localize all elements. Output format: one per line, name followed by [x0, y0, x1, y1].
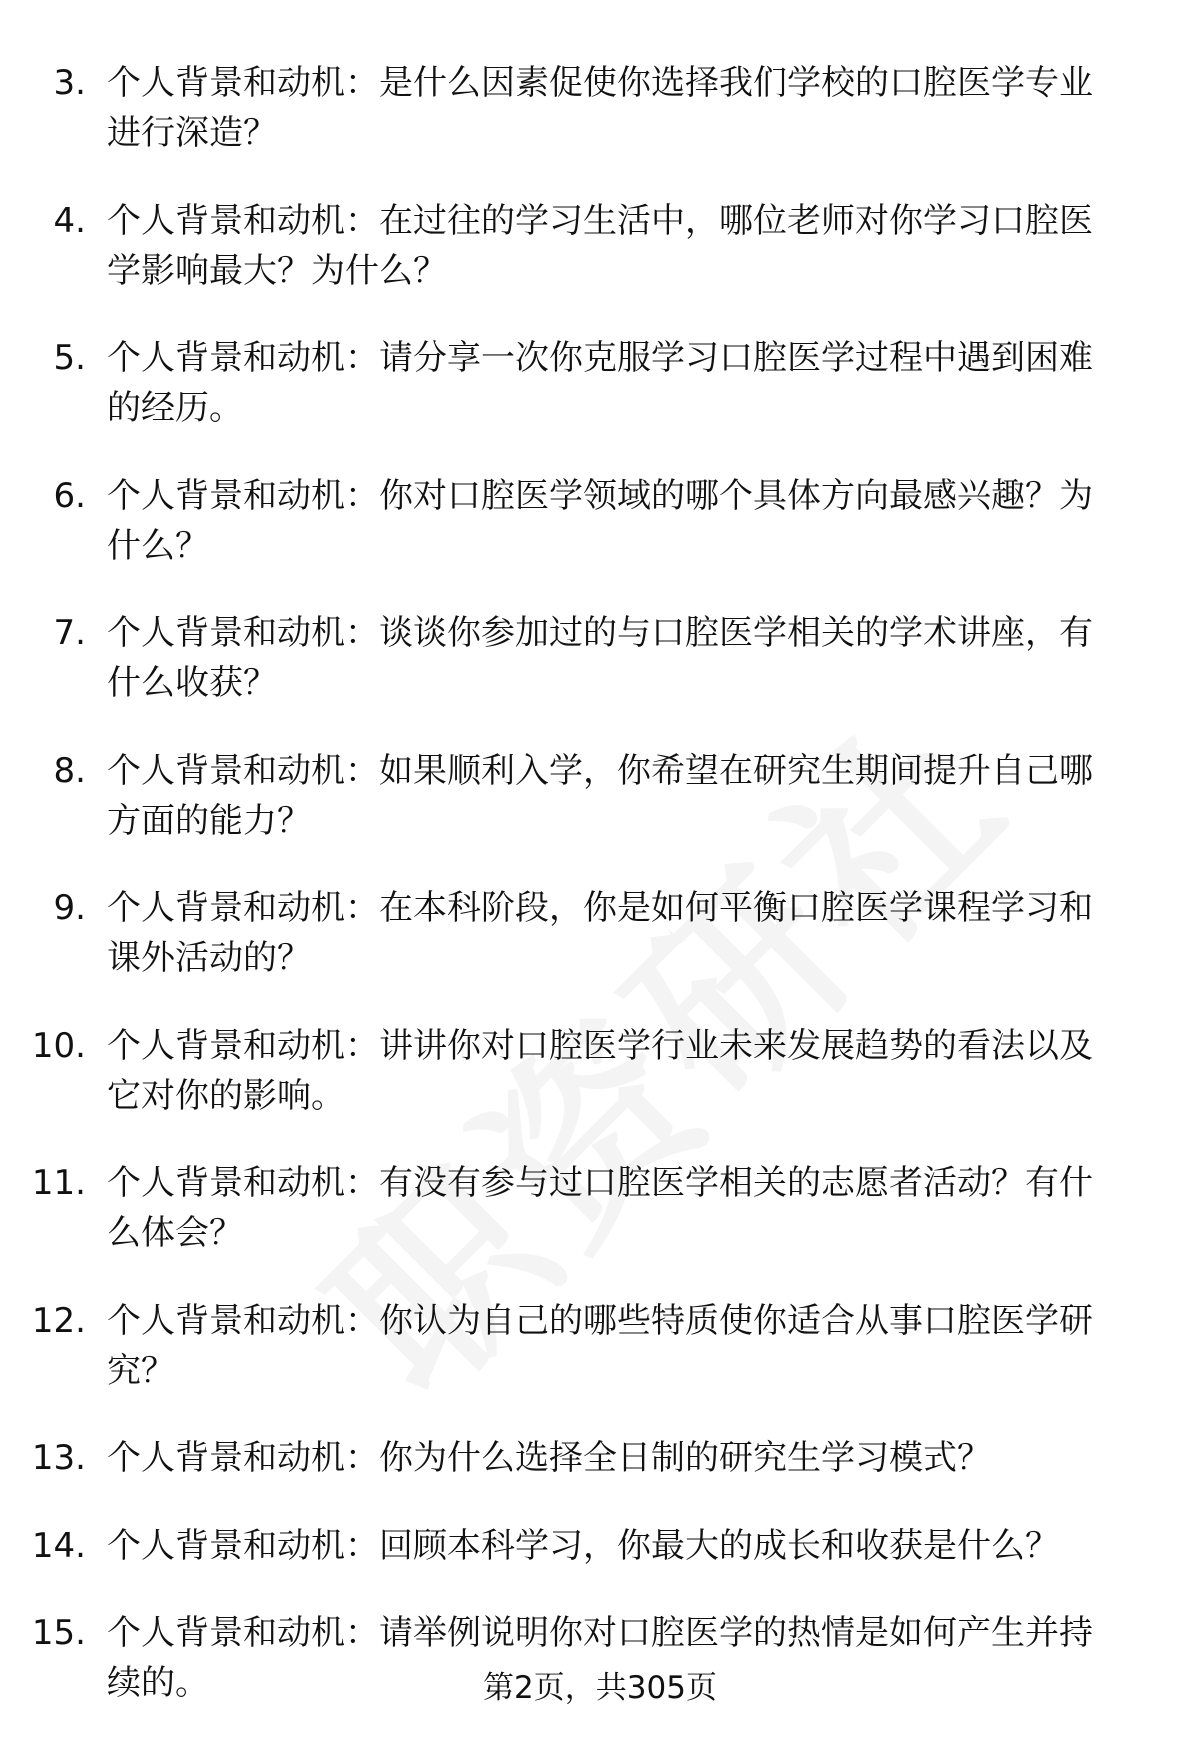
- question-text: 个人背景和动机：请分享一次你克服学习口腔医学过程中遇到困难的经历。: [107, 338, 1093, 428]
- question-text: 个人背景和动机：有没有参与过口腔医学相关的志愿者活动？有什么体会？: [107, 1163, 1093, 1253]
- question-text: 个人背景和动机：回顾本科学习，你最大的成长和收获是什么？: [107, 1525, 1059, 1566]
- question-number: 5.: [53, 338, 86, 378]
- question-text: 个人背景和动机：你认为自己的哪些特质使你适合从事口腔医学研究？: [107, 1300, 1093, 1391]
- list-item: [0, 1433, 1200, 1483]
- list-item: [0, 1021, 1200, 1121]
- question-number: 15.: [31, 1613, 86, 1653]
- list-item: [0, 746, 1200, 846]
- list-item: [0, 58, 1200, 158]
- question-number: 4.: [53, 200, 86, 241]
- question-text: 个人背景和动机：是什么因素促使你选择我们学校的口腔医学专业进行深造？: [107, 63, 1093, 153]
- question-text: 个人背景和动机：讲讲你对口腔医学行业未来发展趋势的看法以及它对你的影响。: [107, 1025, 1093, 1116]
- question-list: [0, 58, 1200, 1746]
- question-text: 个人背景和动机：你对口腔医学领域的哪个具体方向最感兴趣？为什么？: [107, 475, 1093, 566]
- question-number: 11.: [31, 1163, 86, 1203]
- question-text: 个人背景和动机：你为什么选择全日制的研究生学习模式？: [107, 1438, 991, 1478]
- list-item: [0, 333, 1200, 433]
- list-item: [0, 471, 1200, 571]
- question-number: 6.: [53, 475, 86, 516]
- list-item: [0, 1296, 1200, 1396]
- question-number: 12.: [31, 1300, 86, 1341]
- question-number: 13.: [31, 1438, 86, 1478]
- question-number: 7.: [53, 613, 86, 653]
- question-text: 个人背景和动机：在本科阶段，你是如何平衡口腔医学课程学习和课外活动的？: [107, 888, 1093, 978]
- list-item: [0, 1521, 1200, 1571]
- question-text: 个人背景和动机：如果顺利入学，你希望在研究生期间提升自己哪方面的能力？: [107, 750, 1093, 841]
- question-text: 个人背景和动机：在过往的学习生活中，哪位老师对你学习口腔医学影响最大？为什么？: [107, 200, 1093, 291]
- question-number: 10.: [31, 1025, 86, 1066]
- list-item: [0, 883, 1200, 983]
- question-text: 个人背景和动机：谈谈你参加过的与口腔医学相关的学术讲座，有什么收获？: [107, 613, 1093, 703]
- page-number-footer: 第2页，共305页: [483, 1670, 717, 1706]
- list-item: [0, 608, 1200, 708]
- question-number: 3.: [53, 63, 86, 103]
- question-number: 14.: [31, 1525, 86, 1566]
- question-number: 8.: [53, 750, 86, 791]
- question-text: 个人背景和动机：请举例说明你对口腔医学的热情是如何产生并持续的。: [107, 1613, 1093, 1703]
- list-item: [0, 1158, 1200, 1258]
- list-item: [0, 196, 1200, 296]
- question-number: 9.: [53, 888, 86, 928]
